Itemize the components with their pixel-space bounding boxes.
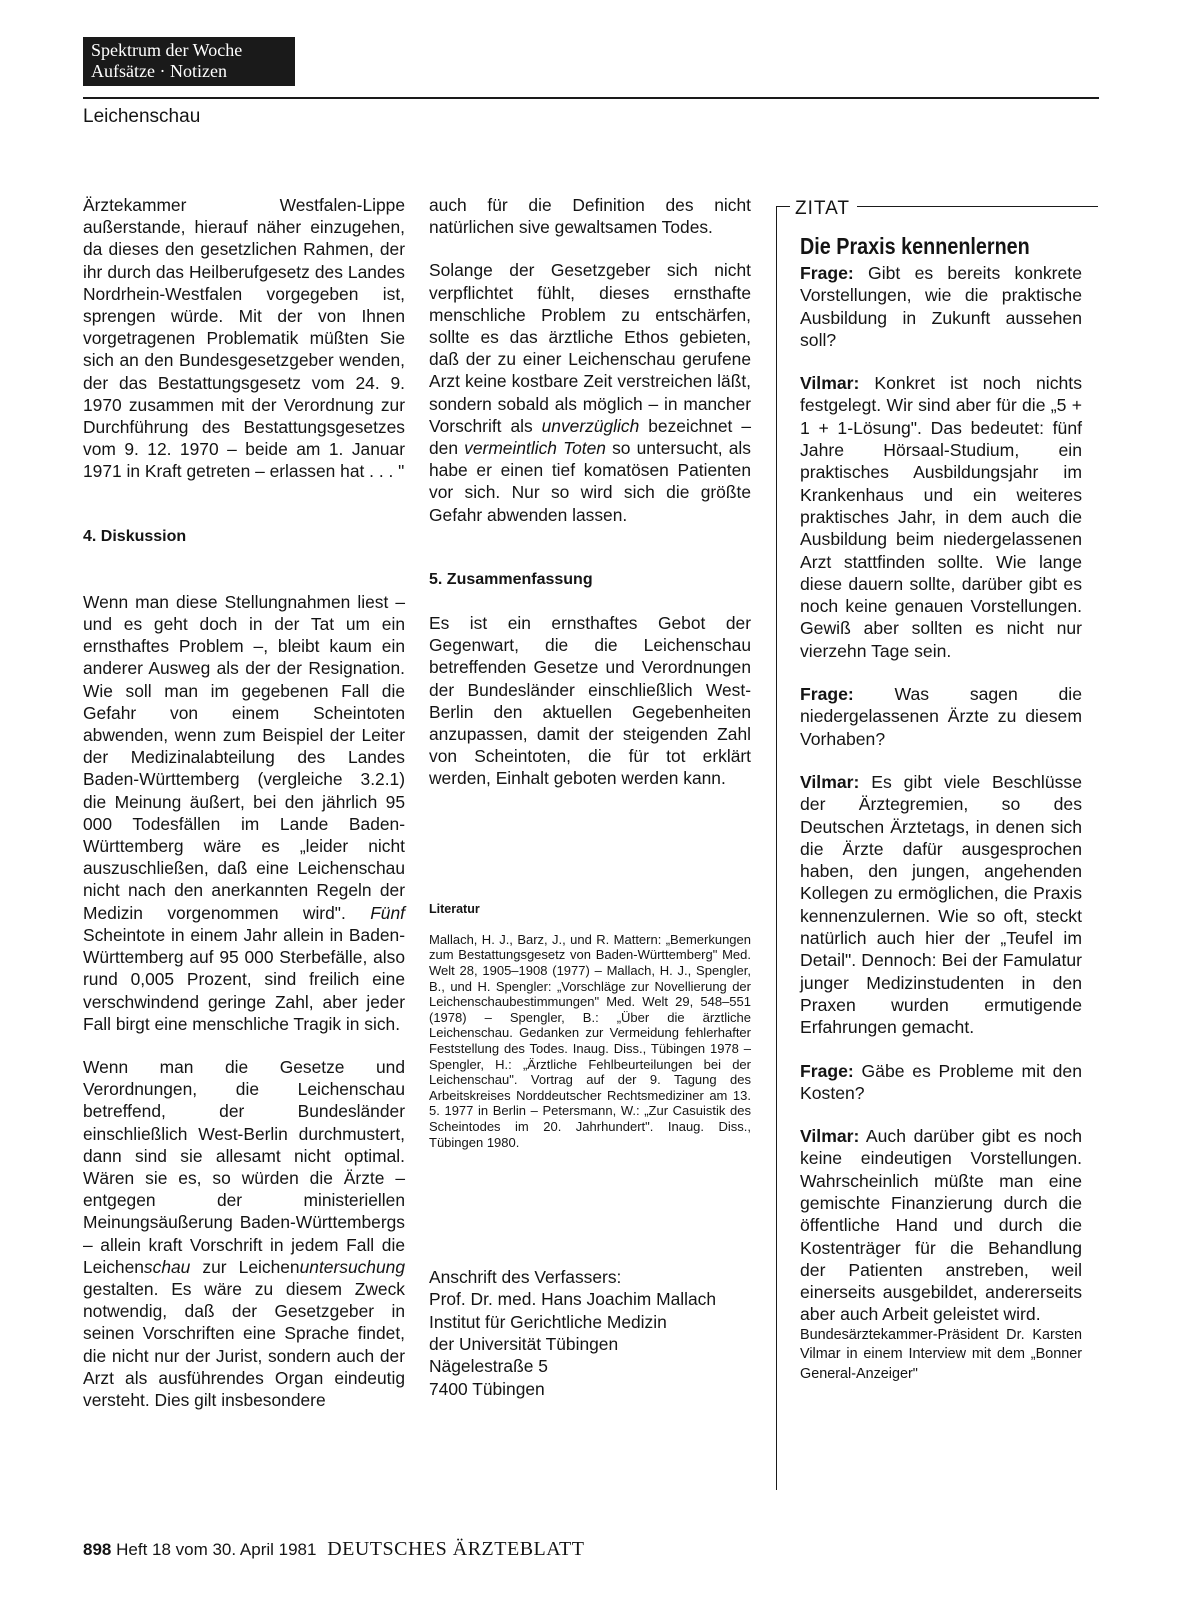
section-title: Leichenschau [83, 106, 201, 127]
paragraph-diskussion-1: Wenn man diese Stellungnahmen liest – und es geht doch in der Tat um ein ernsthaftes Problem –, bleibt kaum ein anderer Ausweg als der der Resignation. Wie soll man im gegebenen Fall die Gefahr von einem Scheintoten abwenden, wenn zum Beispiel der Leiter der Medizinalabteilung des Landes Baden-Württemberg (vergleiche 3.2.1) die Meinung äußert, bei den jährlich 95 000 Todesfällen im Lande Baden-Württemberg wäre es „leider nicht auszuschließen, daß eine Leichenschau nicht nach den anerkannten Regeln der Medizin vorgenommen wird". Fünf Scheintote in einem Jahr allein in Baden-Württemberg auf 95 000 Sterbefälle, also rund 0,005 Prozent, sind freilich eine verschwindend geringe Zahl, aber jeder Fall birgt eine menschliche Tragik in sich. [83, 591, 405, 1034]
magazine-name: DEUTSCHES ÄRZTEBLATT [327, 1538, 585, 1560]
sidebar-frame-top-right [857, 206, 1098, 207]
interview-answer-3: Vilmar: Auch darüber gibt es noch keine eindeutigen Vorstellungen. Wahrscheinlich müßte man eine gemischte Finanzierung durch die öffentliche Hand und durch die Kostenträger für die Behandlung der Patienten anstreben, weil einerseits ausgebildet, andererseits aber auch Arbeit geleistet wird. [800, 1126, 1082, 1325]
paragraph-definition: auch für die Definition des nicht natürlichen sive gewaltsamen Todes. [429, 195, 751, 238]
heading-diskussion: 4. Diskussion [83, 527, 187, 545]
rubric-box [83, 37, 295, 86]
page-number: 898 [83, 1540, 112, 1559]
author-address: Anschrift des Verfassers: Prof. Dr. med. Hans Joachim Mallach Institut für Gerichtliche Medizin der Universität Tübingen Nägelestraße 5 7400 Tübingen [429, 1267, 717, 1399]
sidebar-title: Die Praxis kennenlernen [800, 233, 1030, 259]
column-left [83, 194, 405, 1411]
column-middle [429, 194, 751, 1400]
sidebar-frame-top [776, 206, 790, 207]
interview-answer-1: Vilmar: Konkret ist noch nichts festgelegt. Wir sind aber für die „5 + 1 + 1-Lösung". Das bedeutet: fünf Jahre Hörsaal-Studium, ein praktisches Ausbildungsjahr im Krankenhaus und ein weiteres praktisches Jahr, in dem auch die Ausbildung beim niedergelassenen Arzt stattfinden sollte. Wie lange diese dauern sollte, darüber gibt es noch keine genauen Vorstellungen. Gewiß aber sollten es nicht nur vierzehn Tage sein. [800, 373, 1082, 661]
interview-answer-2: Vilmar: Es gibt viele Beschlüsse der Ärztegremien, so des Deutschen Ärztetags, in denen sich die Ärzte dafür ausgesprochen haben, den jungen, angehenden Kollegen zu ermöglichen, die Praxis kennenzulernen. Wie so oft, steckt natürlich auch hier der „Teufel im Detail". Dennoch: Bei der Famulatur junger Medizinstudenten in den Praxen wurden ermutigende Erfahrungen gemacht. [800, 771, 1082, 1038]
literature-heading: Literatur [429, 901, 480, 916]
sidebar-frame-left [776, 206, 777, 1490]
interview-question-3: Frage: Gäbe es Probleme mit den Kosten? [800, 1060, 1082, 1103]
column-sidebar [800, 232, 1082, 1384]
paragraph-gesetzgeber: Solange der Gesetzgeber sich nicht verpflichtet fühlt, dieses ernsthafte menschliche Problem zu entschärfen, sollte es das ärztliche Ethos gebieten, daß der zu einer Leichenschau gerufene Arzt keine kostbare Zeit verstreichen läßt, sondern sobald als möglich – in mancher Vorschrift als unverzüglich bezeichnet – den vermeintlich Toten so untersucht, als habe er einen tief komatösen Patienten vor sich. Nur so wird sich die größte Gefahr abwenden lassen. [429, 260, 751, 525]
paragraph-zusammenfassung: Es ist ein ernsthaftes Gebot der Gegenwart, die die Leichenschau betreffenden Gesetze und Verordnungen der Bundesländer einschließlich West-Berlin den aktuellen Gegebenheiten anzupassen, damit der steigenden Zahl von Scheintoten, die für tot erklärt werden, Einhalt geboten werden kann. [429, 613, 751, 789]
interview-question-1: Frage: Gibt es bereits konkrete Vorstellungen, wie die praktische Ausbildung in Zukunft aussehen soll? [800, 263, 1082, 350]
header-rule [83, 97, 1099, 99]
rubric-line-1: Spektrum der Woche [91, 40, 243, 60]
literature-list: Mallach, H. J., Barz, J., und R. Mattern: „Bemerkungen zum Bestattungsgesetz von Baden-Württemberg" Med. Welt 28, 1905–1908 (1977) – Mallach, H. J., Spengler, B., und H. Spengler: „Vorschläge zur Novellierung der Leichenschaubestimmungen" Med. Welt 29, 548–551 (1978) – Spengler, B.: „Über die ärztliche Leichenschau. Gedanken zur Vermeidung fehlerhafter Feststellung des Todes. Inaug. Diss., Tübingen 1978 – Spengler, H.: „Ärztliche Fehlbeurteilungen bei der Leichenschau". Vortrag auf der 9. Tagung des Arbeitskreises Norddeutscher Rechtsmediziner am 13. 5. 1977 in Berlin – Petersmann, W.: „Zur Casuistik des Scheintodes im 20. Jahrhundert". Inaug. Diss., Tübingen 1980. [429, 931, 751, 1150]
interview-question-2: Frage: Was sagen die niedergelassenen Ärzte zu diesem Vorhaben? [800, 684, 1082, 749]
paragraph-quote-end: Ärztekammer Westfalen-Lippe außerstande, hierauf näher einzugehen, da dieses den gesetzlichen Rahmen, der ihr durch das Heilberufgesetz des Landes Nordrhein-Westfalen vorgegeben ist, sprengen würde. Mit der von Ihnen vorgetragenen Problematik müßten Sie sich an den Bundesgesetzgeber wenden, der das Bestattungsgesetz vom 24. 9. 1970 zusammen mit der Verordnung zur Durchführung des Bestattungsgesetzes vom 9. 12. 1970 – beide am 1. Januar 1971 in Kraft getreten – erlassen hat . . . " [83, 195, 405, 482]
page-footer [83, 1538, 584, 1561]
quote-source-caption: Bundesärztekammer-Präsident Dr. Karsten Vilmar in einem Interview mit dem „Bonner General-Anzeiger" [800, 1326, 1082, 1382]
sidebar-label: ZITAT [795, 198, 850, 219]
issue-info: Heft 18 vom 30. April 1981 [116, 1540, 317, 1559]
rubric-line-2: Aufsätze · Notizen [91, 61, 227, 81]
paragraph-diskussion-2: Wenn man die Gesetze und Verordnungen, die Leichenschau betreffend, der Bundesländer einschließlich West-Berlin durchmustert, dann sind sie allesamt nicht optimal. Wären sie es, so würden die Ärzte – entgegen der ministeriellen Meinungsäußerung Baden-Württembergs – allein kraft Vorschrift in jedem Fall die Leichenschau zur Leichenuntersuchung gestalten. Es wäre zu diesem Zweck notwendig, daß der Gesetzgeber in seinen Vorschriften eine Sprache findet, die nicht nur der Jurist, sondern auch der Arzt als ausführendes Organ eindeutig versteht. Dies gilt insbesondere [83, 1056, 405, 1410]
heading-zusammenfassung: 5. Zusammenfassung [429, 570, 593, 588]
